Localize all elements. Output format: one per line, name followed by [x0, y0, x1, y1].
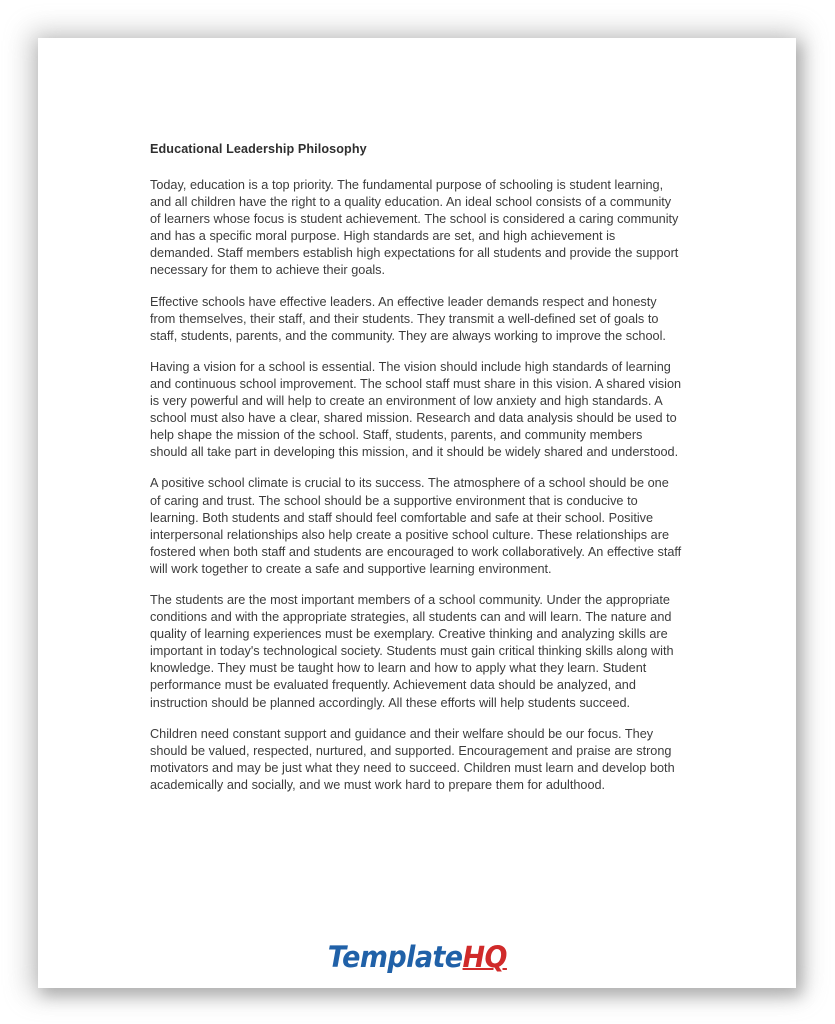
document-body: [150, 142, 682, 794]
document-sheet: [38, 38, 796, 988]
paragraph-1: Today, education is a top priority. The fundamental purpose of schooling is student learning, and all children have the right to a quality education. An ideal school consists of a community of learners whose focus is student achievement. The school is considered a caring community and has a specific moral purpose. High standards are set, and high achievement is demanded. Staff members establish high expectations for all students and provide the support necessary for them to achieve their goals.: [150, 178, 679, 278]
logo-text-hq: HQ: [462, 940, 507, 974]
templatehq-logo: [327, 940, 507, 974]
footer-logo: [38, 940, 796, 974]
page-title: Educational Leadership Philosophy: [150, 142, 367, 156]
paragraph-3: Having a vision for a school is essential. The vision should include high standards of learning and continuous school improvement. The school staff must share in this vision. A shared vision is very powerful and will help to create an environment of low anxiety and high standards. A school must also have a clear, shared mission. Research and data analysis should be used to help shape the mission of the school. Staff, students, parents, and community members should all take part in developing this mission, and it should be widely shared and understood.: [150, 359, 682, 460]
paragraph-4: A positive school climate is crucial to its success. The atmosphere of a school should be one of caring and trust. The school should be a supportive environment that is conducive to learning. Both students and staff should feel comfortable and safe at their school. Positive interpersonal relationships also help create a positive school culture. These relationships are fostered when both staff and students are encouraged to work collaboratively. An effective staff will work together to create a safe and supportive learning environment.: [150, 476, 682, 576]
paragraph-2: Effective schools have effective leaders. An effective leader demands respect and honesty from themselves, their staff, and their students. They transmit a well-defined set of goals to staff, students, parents, and the community. They are always working to improve the school.: [150, 294, 666, 343]
logo-text-template: Template: [327, 940, 463, 974]
paragraph-5: The students are the most important members of a school community. Under the appropriate conditions and with the appropriate strategies, all students can and will learn. The nature and quality of learning experiences must be exemplary. Creative thinking and analyzing skills are important in today's technological society. Students must gain critical thinking skills along with knowledge. They must be taught how to learn and how to apply what they learn. Student performance must be evaluated frequently. Achievement data should be analyzed, and instruction should be planned accordingly. All these efforts will help students succeed.: [150, 592, 674, 710]
paragraph-6: Children need constant support and guidance and their welfare should be our focus. They should be valued, respected, nurtured, and supported. Encouragement and praise are strong motivators and may be just what they need to succeed. Children must learn and develop both academically and socially, and we must work hard to prepare them for adulthood.: [150, 726, 675, 792]
